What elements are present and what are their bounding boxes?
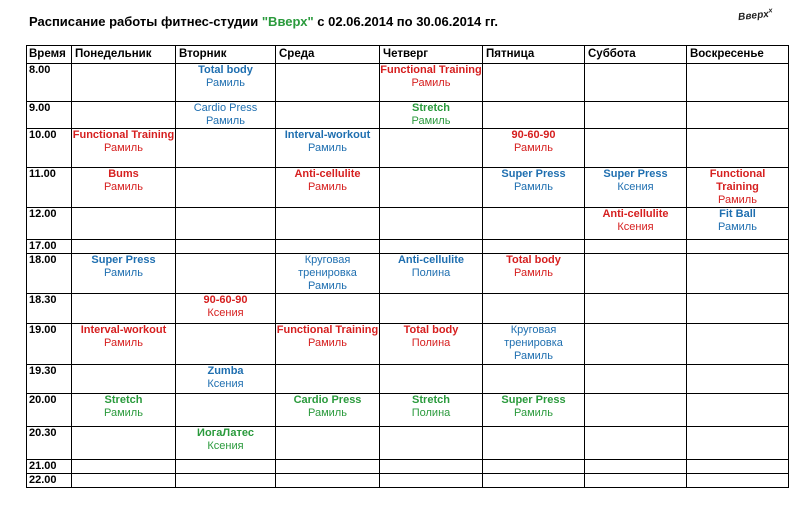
class-name: Anti-cellulite	[602, 208, 669, 220]
schedule-cell[interactable]	[483, 394, 585, 427]
header-day: Суббота	[585, 46, 687, 64]
table-row	[27, 460, 789, 474]
schedule-cell	[276, 294, 380, 324]
class-name: Круговая тренировка	[298, 254, 357, 279]
schedule-cell	[276, 474, 380, 488]
class-name: Cardio Press	[293, 394, 362, 406]
header-day: Четверг	[380, 46, 483, 64]
schedule-cell	[380, 240, 483, 254]
schedule-cell	[72, 427, 176, 460]
schedule-cell	[72, 294, 176, 324]
page-title	[29, 14, 498, 29]
trainer-name: Рамиль	[514, 267, 553, 279]
schedule-cell	[483, 460, 585, 474]
schedule-cell	[176, 254, 276, 294]
table-row	[27, 240, 789, 254]
trainer-name: Рамиль	[104, 142, 143, 154]
time-cell: 11.00	[27, 168, 72, 208]
schedule-cell	[72, 64, 176, 102]
schedule-cell	[380, 168, 483, 208]
table-row	[27, 129, 789, 168]
schedule-cell	[483, 474, 585, 488]
schedule-cell	[380, 294, 483, 324]
time-cell: 19.30	[27, 365, 72, 394]
schedule-cell	[72, 474, 176, 488]
schedule-cell[interactable]	[687, 208, 789, 240]
schedule-cell[interactable]	[72, 324, 176, 365]
schedule-cell	[380, 474, 483, 488]
class-name: Functional Training	[72, 129, 175, 141]
time-cell: 22.00	[27, 474, 72, 488]
schedule-cell[interactable]	[176, 427, 276, 460]
trainer-name: Рамиль	[718, 221, 757, 233]
schedule-cell[interactable]	[276, 168, 380, 208]
schedule-cell	[687, 460, 789, 474]
table-row	[27, 427, 789, 460]
schedule-cell	[176, 168, 276, 208]
time-cell: 18.30	[27, 294, 72, 324]
trainer-name: Полина	[411, 407, 451, 419]
class-name: Interval-workout	[284, 129, 371, 141]
schedule-cell	[276, 64, 380, 102]
class-name: Super Press	[603, 168, 668, 180]
schedule-cell[interactable]	[276, 324, 380, 365]
trainer-name: Ксения	[207, 378, 244, 390]
schedule-cell	[72, 365, 176, 394]
time-cell: 20.30	[27, 427, 72, 460]
class-name: Zumba	[207, 365, 244, 377]
class-name: Interval-workout	[80, 324, 167, 336]
table-row	[27, 394, 789, 427]
table-row	[27, 208, 789, 240]
class-name: Total body	[198, 64, 253, 76]
class-name: Bums	[108, 168, 139, 180]
trainer-name: Рамиль	[514, 142, 553, 154]
class-name: Anti-cellulite	[294, 168, 361, 180]
schedule-cell	[687, 394, 789, 427]
schedule-cell	[585, 394, 687, 427]
table-row	[27, 102, 789, 129]
schedule-cell[interactable]	[72, 254, 176, 294]
schedule-cell	[276, 240, 380, 254]
trainer-name: Рамиль	[206, 115, 245, 127]
schedule-cell	[687, 240, 789, 254]
header-time: Время	[27, 46, 72, 64]
schedule-cell	[687, 365, 789, 394]
schedule-cell	[380, 427, 483, 460]
header-day: Воскресенье	[687, 46, 789, 64]
brand-logo	[737, 7, 773, 23]
schedule-cell	[483, 294, 585, 324]
schedule-cell[interactable]	[276, 394, 380, 427]
schedule-cell	[276, 460, 380, 474]
class-name: Super Press	[91, 254, 156, 266]
class-name: Stretch	[104, 394, 143, 406]
schedule-cell	[176, 129, 276, 168]
class-name: Stretch	[412, 102, 450, 114]
time-cell: 8.00	[27, 64, 72, 102]
header-day: Среда	[276, 46, 380, 64]
schedule-cell	[176, 324, 276, 365]
schedule-cell	[585, 254, 687, 294]
trainer-name: Рамиль	[514, 181, 553, 193]
time-cell: 20.00	[27, 394, 72, 427]
header-day: Вторник	[176, 46, 276, 64]
schedule-cell	[687, 324, 789, 365]
class-name: Functional Training	[380, 64, 482, 76]
trainer-name: Ксения	[207, 440, 244, 452]
schedule-cell[interactable]	[380, 324, 483, 365]
schedule-cell[interactable]	[176, 294, 276, 324]
schedule-cell[interactable]	[176, 64, 276, 102]
schedule-body	[27, 64, 789, 488]
schedule-cell	[276, 208, 380, 240]
title-prefix: Расписание работы фитнес-студии	[29, 14, 262, 29]
schedule-cell	[176, 208, 276, 240]
trainer-name: Рамиль	[411, 77, 451, 89]
schedule-cell	[585, 294, 687, 324]
schedule-cell	[72, 102, 176, 129]
trainer-name: Полина	[411, 337, 451, 349]
schedule-cell	[380, 208, 483, 240]
class-name: Functional Training	[276, 324, 379, 336]
schedule-cell[interactable]	[176, 102, 276, 129]
time-cell: 12.00	[27, 208, 72, 240]
trainer-name: Рамиль	[308, 280, 347, 292]
schedule-cell	[72, 460, 176, 474]
schedule-cell[interactable]	[380, 102, 483, 129]
schedule-cell	[585, 129, 687, 168]
schedule-cell	[687, 102, 789, 129]
schedule-cell	[380, 129, 483, 168]
time-cell: 19.00	[27, 324, 72, 365]
schedule-cell	[585, 427, 687, 460]
schedule-cell	[687, 129, 789, 168]
header-day: Пятница	[483, 46, 585, 64]
schedule-cell	[585, 240, 687, 254]
class-name: 90-60-90	[203, 294, 248, 306]
schedule-cell[interactable]	[483, 254, 585, 294]
table-row	[27, 254, 789, 294]
class-name: Total body	[403, 324, 459, 336]
schedule-cell[interactable]	[380, 64, 483, 102]
schedule-cell	[687, 427, 789, 460]
header-day: Понедельник	[72, 46, 176, 64]
trainer-name: Полина	[411, 267, 451, 279]
schedule-cell	[687, 64, 789, 102]
trainer-name: Рамиль	[104, 337, 143, 349]
schedule-cell[interactable]	[483, 324, 585, 365]
schedule-cell[interactable]	[585, 208, 687, 240]
class-name: 90-60-90	[511, 129, 556, 141]
schedule-cell	[585, 64, 687, 102]
header-row	[27, 46, 789, 64]
schedule-cell	[483, 102, 585, 129]
schedule-cell[interactable]	[276, 129, 380, 168]
schedule-cell	[687, 254, 789, 294]
class-name: Fit Ball	[719, 208, 756, 220]
schedule-cell[interactable]	[176, 365, 276, 394]
class-name: ИогаЛатес	[197, 427, 254, 439]
schedule-cell[interactable]	[483, 129, 585, 168]
time-cell: 10.00	[27, 129, 72, 168]
schedule-cell	[483, 64, 585, 102]
schedule-cell	[585, 324, 687, 365]
class-name: Total body	[506, 254, 561, 266]
schedule-cell[interactable]	[72, 168, 176, 208]
time-cell: 9.00	[27, 102, 72, 129]
class-name: Cardio Press	[193, 102, 258, 114]
schedule-cell[interactable]	[380, 254, 483, 294]
schedule-cell	[276, 427, 380, 460]
class-name: Super Press	[501, 168, 566, 180]
trainer-name: Рамиль	[308, 407, 347, 419]
title-brand: "Вверх"	[261, 14, 314, 29]
class-name: Anti-cellulite	[397, 254, 464, 266]
table-row	[27, 324, 789, 365]
schedule-cell	[483, 365, 585, 394]
schedule-cell	[176, 394, 276, 427]
schedule-cell	[72, 240, 176, 254]
trainer-name: Ксения	[617, 181, 654, 193]
schedule-cell	[687, 474, 789, 488]
trainer-name: Рамиль	[411, 115, 451, 127]
schedule-cell[interactable]	[585, 168, 687, 208]
logo-sup: x	[768, 7, 774, 15]
schedule-cell	[72, 208, 176, 240]
trainer-name: Рамиль	[308, 142, 347, 154]
schedule-cell	[380, 365, 483, 394]
table-row	[27, 365, 789, 394]
schedule-cell	[585, 460, 687, 474]
schedule-cell	[176, 240, 276, 254]
class-name: Stretch	[412, 394, 450, 406]
schedule-cell	[483, 240, 585, 254]
schedule-cell[interactable]	[72, 394, 176, 427]
schedule-cell[interactable]	[276, 254, 380, 294]
trainer-name: Рамиль	[104, 267, 143, 279]
trainer-name: Рамиль	[104, 407, 143, 419]
trainer-name: Рамиль	[718, 194, 757, 206]
class-name: Super Press	[501, 394, 566, 406]
schedule-table	[26, 45, 789, 488]
title-suffix: с 02.06.2014 по 30.06.2014 гг.	[313, 14, 499, 29]
schedule-cell	[176, 460, 276, 474]
schedule-cell[interactable]	[483, 168, 585, 208]
table-row	[27, 474, 789, 488]
class-name: Круговая тренировка	[504, 324, 563, 349]
schedule-cell	[380, 460, 483, 474]
trainer-name: Ксения	[207, 307, 244, 319]
schedule-cell	[687, 294, 789, 324]
trainer-name: Ксения	[617, 221, 654, 233]
time-cell: 21.00	[27, 460, 72, 474]
table-row	[27, 168, 789, 208]
trainer-name: Рамиль	[514, 350, 553, 362]
trainer-name: Рамиль	[206, 77, 245, 89]
class-name: Functional Training	[709, 168, 766, 193]
schedule-cell	[483, 427, 585, 460]
schedule-cell	[585, 474, 687, 488]
schedule-cell	[585, 365, 687, 394]
logo-text: Вверх	[737, 8, 770, 24]
time-cell: 18.00	[27, 254, 72, 294]
trainer-name: Рамиль	[514, 407, 553, 419]
schedule-cell	[176, 474, 276, 488]
trainer-name: Рамиль	[104, 181, 143, 193]
trainer-name: Рамиль	[308, 337, 347, 349]
table-row	[27, 64, 789, 102]
schedule-cell	[276, 365, 380, 394]
schedule-cell[interactable]	[72, 129, 176, 168]
schedule-cell	[276, 102, 380, 129]
schedule-cell	[585, 102, 687, 129]
schedule-cell[interactable]	[687, 168, 789, 208]
time-cell: 17.00	[27, 240, 72, 254]
schedule-cell	[483, 208, 585, 240]
schedule-cell[interactable]	[380, 394, 483, 427]
trainer-name: Рамиль	[308, 181, 347, 193]
table-row	[27, 294, 789, 324]
